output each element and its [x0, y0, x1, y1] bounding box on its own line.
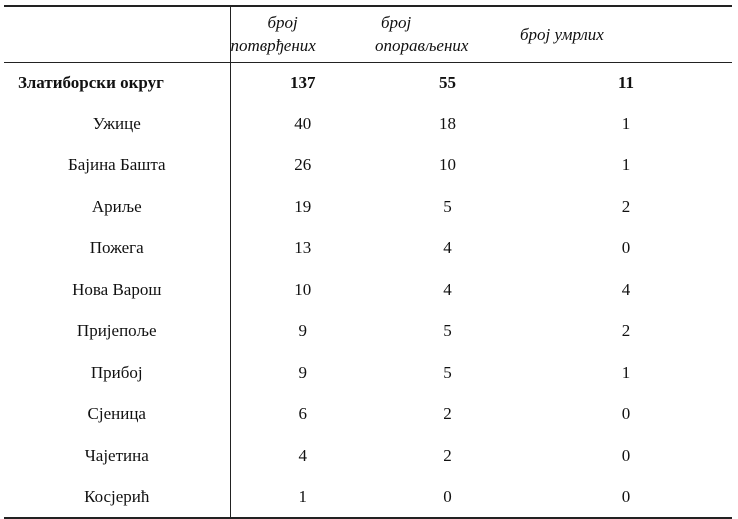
row-confirmed: 10 — [294, 279, 312, 299]
header-row — [4, 6, 732, 62]
table-row — [4, 103, 732, 145]
row-deaths: 2 — [621, 196, 631, 216]
row-deaths: 0 — [621, 404, 631, 424]
header-confirmed-line-1: број — [267, 13, 298, 33]
covid-statistics-table — [4, 5, 732, 519]
row-confirmed: 13 — [294, 238, 312, 258]
row-deaths: 0 — [621, 238, 631, 258]
table-row — [4, 477, 732, 519]
table-row — [4, 311, 732, 353]
row-name: Сјеница — [4, 394, 230, 436]
header-recovered-line-2: опорављених — [375, 36, 469, 56]
row-recovered: 5 — [443, 362, 452, 382]
header-deaths-line-1: број умрлих — [520, 24, 604, 44]
row-deaths: 11 — [617, 72, 635, 92]
header-confirmed — [230, 6, 375, 62]
row-name: Ариље — [4, 186, 230, 228]
row-recovered: 0 — [443, 486, 452, 506]
row-name: Ужице — [4, 103, 230, 145]
header-recovered — [375, 6, 520, 62]
table-row — [4, 435, 732, 477]
row-recovered: 2 — [443, 445, 452, 465]
row-recovered: 5 — [443, 321, 452, 341]
row-confirmed: 9 — [298, 321, 307, 341]
table-header — [4, 6, 732, 62]
row-recovered: 4 — [443, 238, 452, 258]
row-recovered: 2 — [443, 404, 452, 424]
table-row — [4, 228, 732, 270]
row-recovered: 4 — [443, 279, 452, 299]
row-deaths: 1 — [621, 113, 631, 133]
header-empty-cell — [4, 6, 230, 62]
row-name: Чајетина — [4, 435, 230, 477]
row-confirmed: 19 — [294, 196, 312, 216]
row-confirmed: 4 — [298, 445, 307, 465]
table-row — [4, 394, 732, 436]
row-confirmed: 137 — [290, 72, 316, 92]
row-confirmed: 26 — [294, 155, 312, 175]
header-confirmed-line-2: потврђених — [230, 36, 316, 56]
row-deaths: 1 — [621, 155, 631, 175]
row-name: Пријепоље — [4, 311, 230, 353]
row-confirmed: 40 — [294, 113, 312, 133]
row-recovered: 5 — [443, 196, 452, 216]
table-row — [4, 145, 732, 187]
row-name: Златиборски округ — [4, 62, 230, 103]
row-confirmed: 1 — [298, 486, 307, 506]
row-confirmed: 9 — [298, 362, 307, 382]
table-row — [4, 62, 732, 103]
row-recovered: 55 — [439, 72, 456, 92]
row-confirmed: 6 — [298, 404, 307, 424]
table-body — [4, 62, 732, 518]
row-name: Прибој — [4, 352, 230, 394]
row-name: Бајина Башта — [4, 145, 230, 187]
table-row — [4, 186, 732, 228]
row-recovered: 18 — [439, 113, 456, 133]
row-name: Косјерић — [4, 477, 230, 519]
row-deaths: 2 — [621, 321, 631, 341]
row-deaths: 4 — [621, 279, 631, 299]
table-row — [4, 352, 732, 394]
row-recovered: 10 — [439, 155, 456, 175]
row-name: Пожега — [4, 228, 230, 270]
row-name: Нова Варош — [4, 269, 230, 311]
row-deaths: 0 — [621, 445, 631, 465]
row-deaths: 1 — [621, 362, 631, 382]
header-recovered-line-1: број — [381, 13, 412, 33]
header-deaths — [520, 6, 732, 62]
row-deaths: 0 — [621, 486, 631, 506]
table-row — [4, 269, 732, 311]
